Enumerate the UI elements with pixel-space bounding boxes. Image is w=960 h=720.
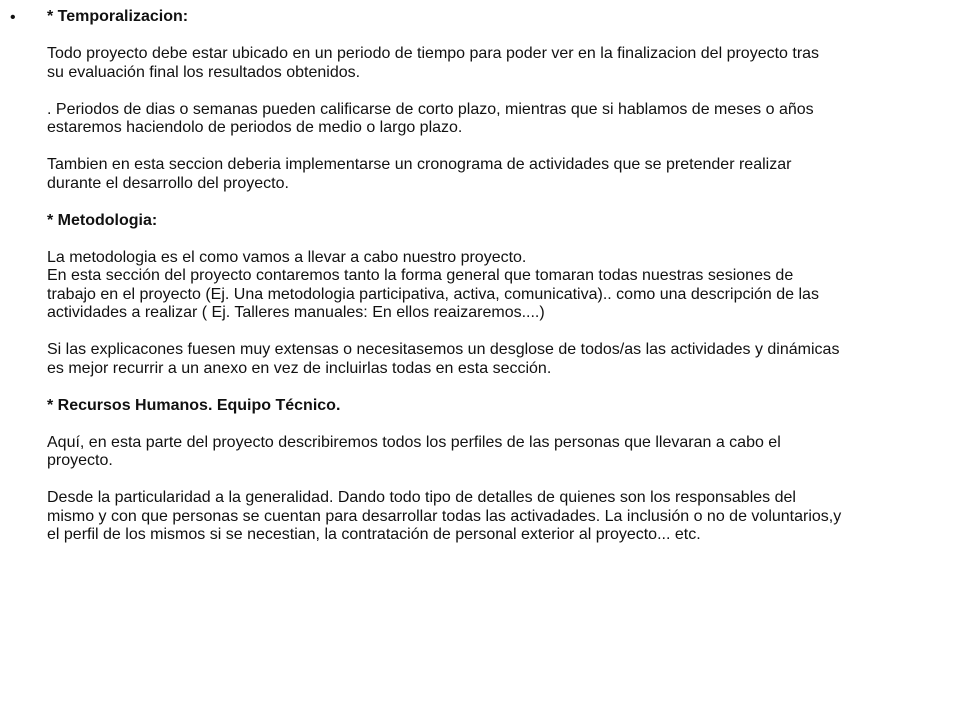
spacer [47, 471, 952, 490]
spacer [47, 27, 952, 46]
spacer [47, 138, 952, 157]
recursos-humanos-paragraph-1: Aquí, en esta parte del proyecto describiremos todos los perfiles de las personas que llevaran a cabo el proyecto. [47, 433, 781, 469]
temporalizacion-paragraph-3: Tambien en esta seccion deberia implementarse un cronograma de actividades que se pretender realizar durante el desarrollo del proyecto. [47, 156, 792, 192]
heading-temporalizacion: * Temporalizacion: [47, 8, 189, 25]
slide-body [47, 8, 952, 545]
bullet-marker: • [10, 9, 16, 26]
spacer [47, 193, 952, 212]
temporalizacion-paragraph-1: Todo proyecto debe estar ubicado en un periodo de tiempo para poder ver en la finalizacion del proyecto tras su evaluación final los resultados obtenidos. [47, 45, 820, 81]
heading-recursos-humanos: * Recursos Humanos. Equipo Técnico. [47, 396, 341, 414]
spacer [47, 415, 952, 434]
metodologia-paragraph-2: Si las explicacones fuesen muy extensas o necesitasemos un desglose de todos/as las actividades y dinámicas es mejor recurrir a un anexo en vez de incluirlas todas en esta sección. [47, 341, 840, 377]
recursos-humanos-paragraph-2: Desde la particularidad a la generalidad. Dando todo tipo de detalles de quienes son los responsables del mismo y con que personas se cuentan para desarrollar todas las activadades. La inclusión o no de voluntarios,y el perfil de los mismos si se necestian, la contratación de personal exterior al proyecto... etc. [47, 489, 842, 543]
heading-metodologia: * Metodologia: [47, 211, 158, 229]
spacer [47, 378, 952, 397]
metodologia-paragraph-1: La metodologia es el como vamos a llevar a cabo nuestro proyecto. En esta sección del proyecto contaremos tanto la forma general que tomaran todas nuestras sesiones de trabajo en el proyecto (Ej. Una metodologia participativa, activa, comunicativa).. como una descripción de las actividades a realizar ( Ej. Talleres manuales: En ellos reaizaremos....) [47, 248, 819, 321]
spacer [47, 82, 952, 101]
spacer [47, 323, 952, 342]
temporalizacion-paragraph-2: . Periodos de dias o semanas pueden calificarse de corto plazo, mientras que si hablamos de meses o años estaremos haciendolo de periodos de medio o largo plazo. [47, 100, 814, 136]
spacer [47, 230, 952, 249]
